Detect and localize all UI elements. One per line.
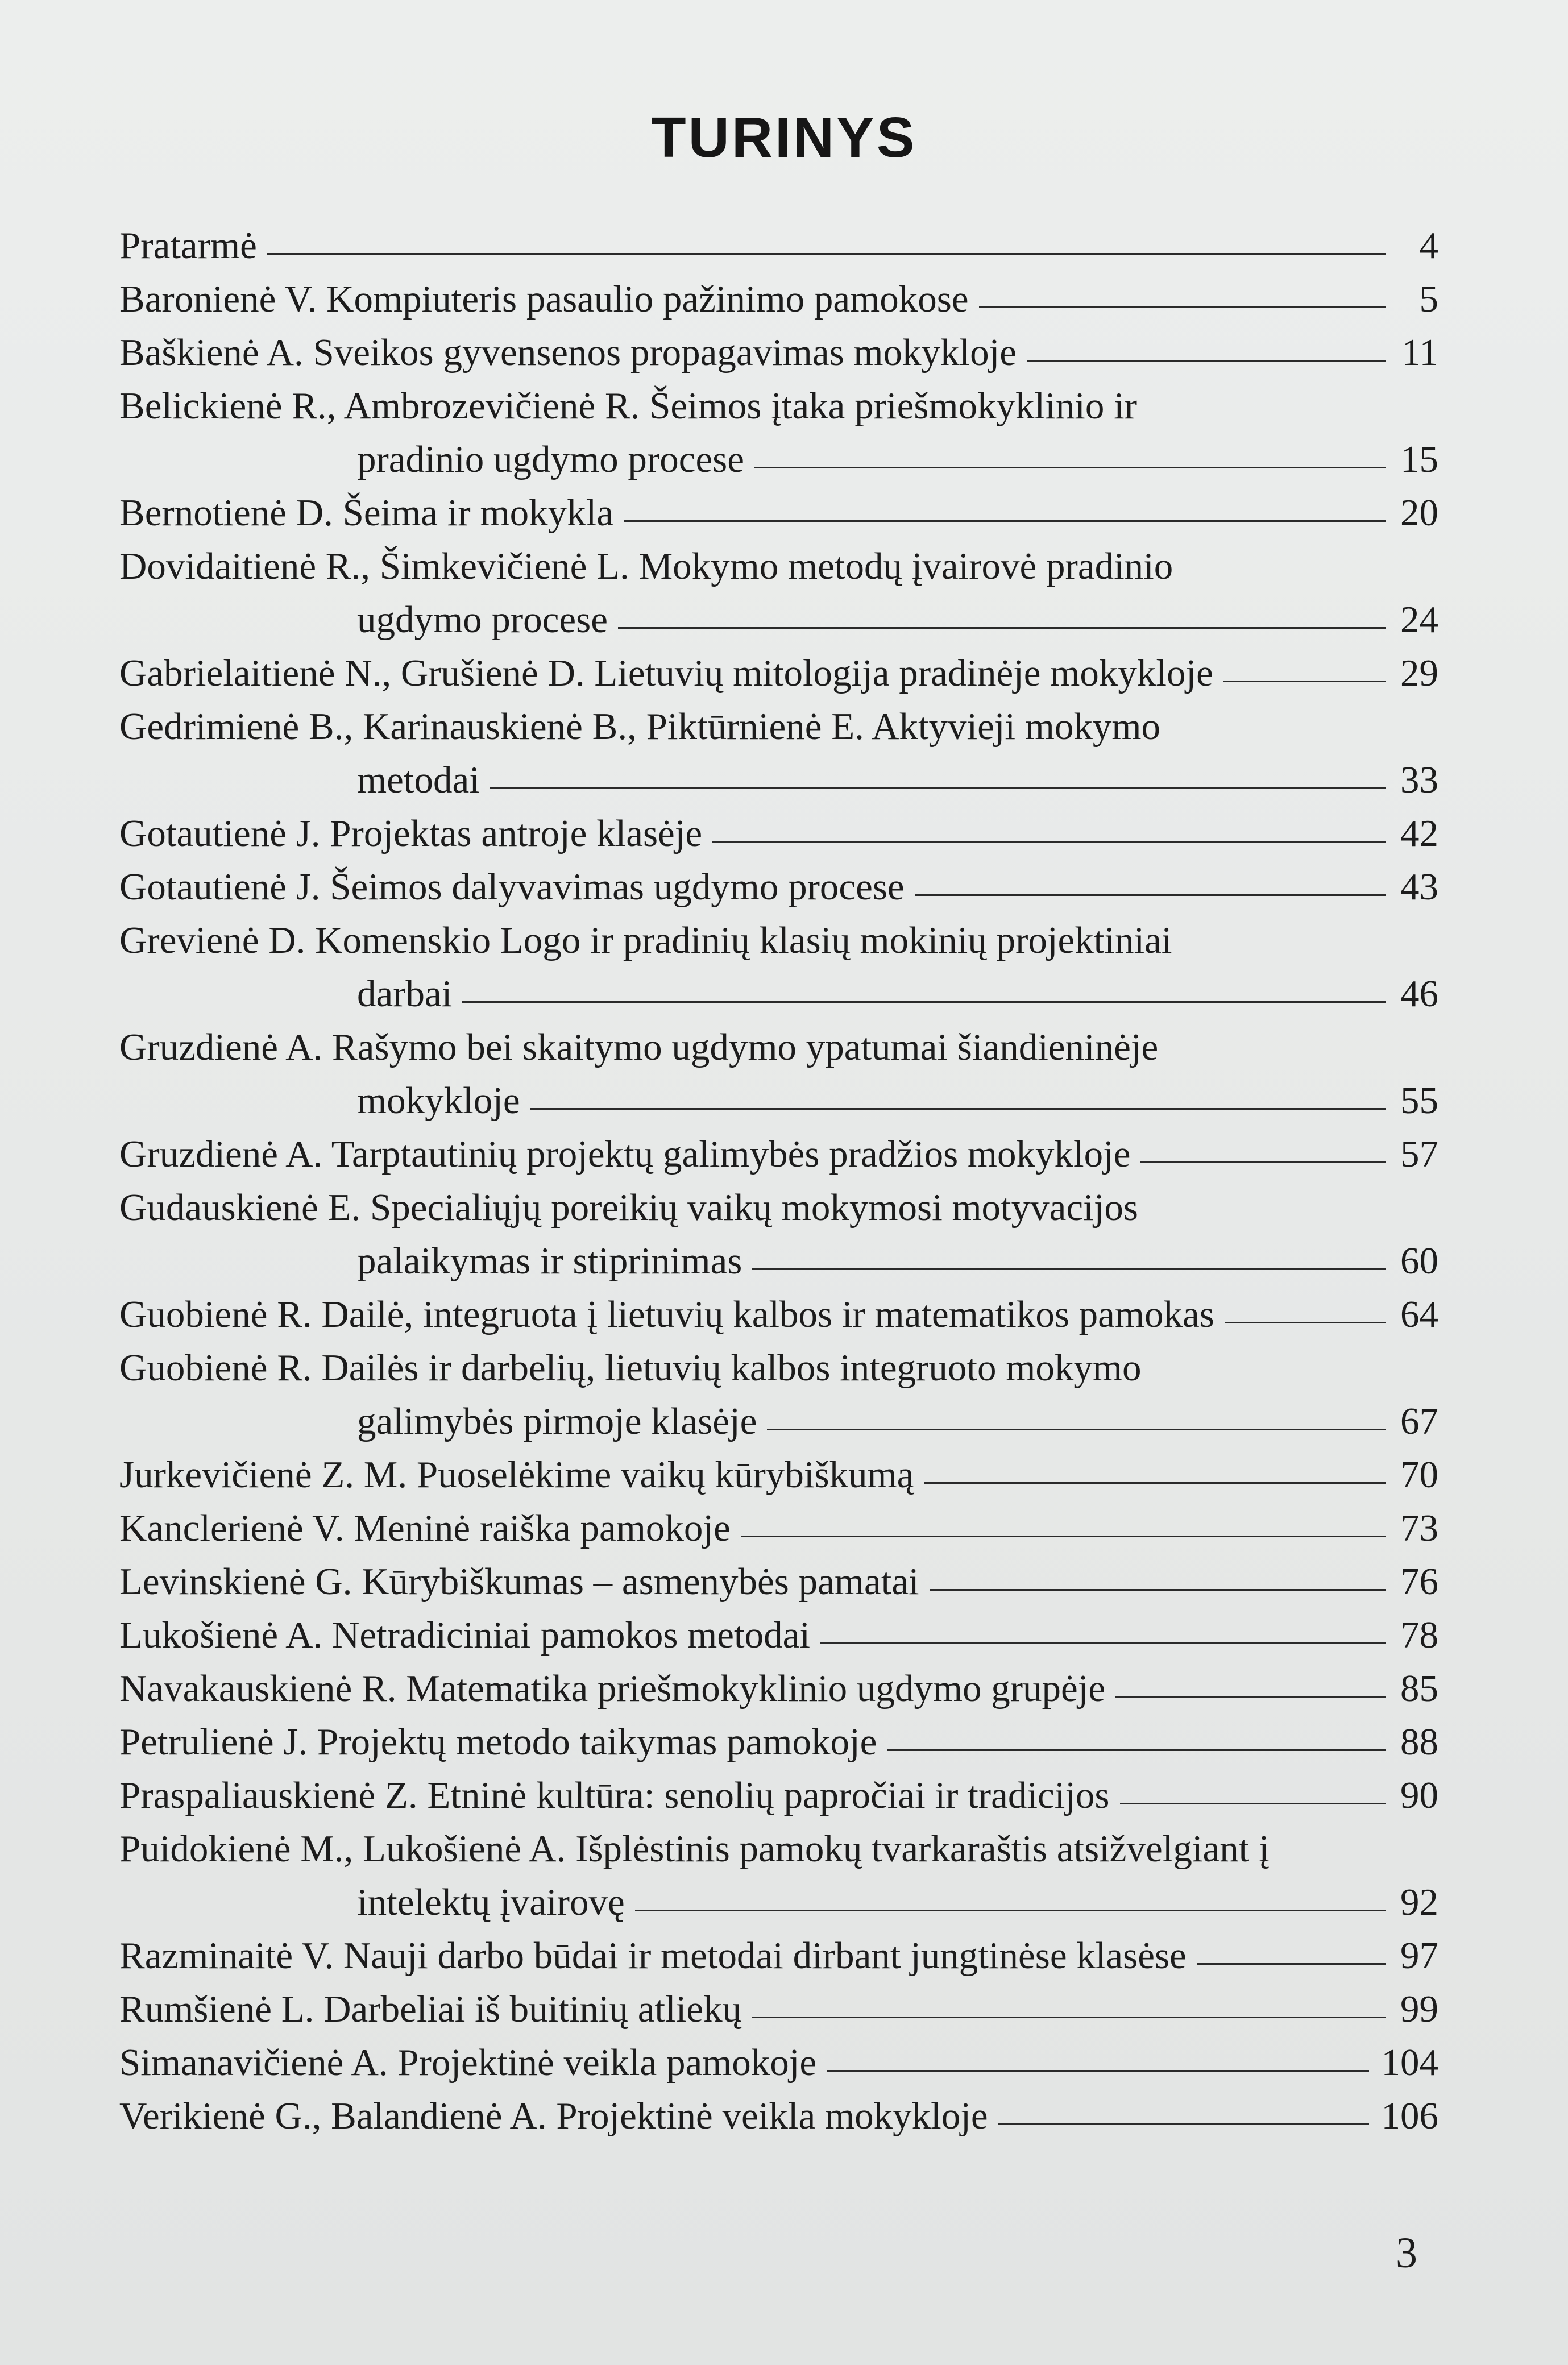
toc-entry — [119, 1662, 1438, 1715]
toc-entry-line — [119, 1020, 1438, 1074]
toc-entry-line — [119, 2089, 1438, 2143]
toc-entry — [119, 1448, 1438, 1501]
toc-entry-title: Praspaliauskienė Z. Etninė kultūra: senolių papročiai ir tradicijos — [119, 1774, 1110, 1816]
toc-entry — [119, 2089, 1438, 2143]
toc-entry-line — [119, 1288, 1438, 1341]
toc-leader-line — [915, 894, 1386, 896]
toc-entry-line — [119, 219, 1438, 272]
toc-leader-line — [624, 520, 1386, 522]
toc-page-number: 60 — [1400, 1240, 1438, 1282]
toc-entry-title: Puidokienė M., Lukošienė A. Išplėstinis pamokų tvarkaraštis atsižvelgiant į — [119, 1828, 1270, 1870]
toc-entry-line — [119, 1769, 1438, 1822]
toc-entry-title: Simanavičienė A. Projektinė veikla pamokoje — [119, 2042, 817, 2084]
toc-entry-title: Gruzdienė A. Tarptautinių projektų galimybės pradžios mokykloje — [119, 1133, 1131, 1175]
toc-leader-line — [741, 1536, 1386, 1537]
toc-entry — [119, 1501, 1438, 1555]
toc-page-number: 24 — [1400, 599, 1438, 641]
toc-entry — [119, 1608, 1438, 1662]
page-title: TURINYS — [651, 106, 917, 169]
toc-leader-line — [635, 1910, 1386, 1911]
toc-leader-line — [1027, 360, 1386, 362]
toc-entry-line — [119, 1982, 1438, 2036]
toc-entry-title: Jurkevičienė Z. M. Puoselėkime vaikų kūrybiškumą — [119, 1454, 914, 1496]
toc-leader-line — [752, 1268, 1386, 1270]
toc-entry — [119, 326, 1438, 379]
toc-leader-line — [924, 1482, 1386, 1484]
toc-entry-line — [119, 1715, 1438, 1769]
toc-entry-title: ugdymo procese — [357, 599, 608, 641]
toc-entry-title: Dovidaitienė R., Šimkevičienė L. Mokymo metodų įvairovė pradinio — [119, 545, 1173, 587]
toc-entry — [119, 1929, 1438, 1982]
toc-entry-line — [119, 1608, 1438, 1662]
toc-leader-line — [827, 2070, 1368, 2072]
toc-entry-continuation — [119, 433, 1438, 486]
toc-entry — [119, 1982, 1438, 2036]
toc-leader-line — [754, 467, 1386, 468]
toc-page-number: 104 — [1381, 2042, 1438, 2084]
toc-leader-line — [1197, 1963, 1386, 1965]
toc-entry-continuation — [119, 1234, 1438, 1288]
toc-entry-title: Gedrimienė B., Karinauskienė B., Piktūrnienė E. Aktyvieji mokymo — [119, 706, 1161, 748]
toc-page-number: 64 — [1400, 1293, 1438, 1335]
toc-entry-line — [119, 1555, 1438, 1608]
toc-entry — [119, 1715, 1438, 1769]
toc-page-number: 70 — [1400, 1454, 1438, 1496]
toc-entry-line — [119, 1929, 1438, 1982]
toc-entry-line — [119, 1501, 1438, 1555]
toc-entry — [119, 1020, 1438, 1127]
toc-page-number: 85 — [1400, 1667, 1438, 1710]
toc-leader-line — [820, 1642, 1386, 1644]
toc-entry-title: galimybės pirmoje klasėje — [357, 1400, 757, 1442]
toc-page-number: 97 — [1400, 1935, 1438, 1977]
toc-entry — [119, 486, 1438, 540]
toc-page-number: 20 — [1400, 492, 1438, 534]
toc-entry-line — [119, 540, 1438, 593]
toc-leader-line — [530, 1108, 1386, 1110]
table-of-contents — [119, 219, 1438, 2143]
toc-entry-title: Gotautienė J. Šeimos dalyvavimas ugdymo procese — [119, 866, 905, 908]
toc-entry-line — [119, 1341, 1438, 1395]
toc-entry-title: Navakauskienė R. Matematika priešmokyklinio ugdymo grupėje — [119, 1667, 1106, 1710]
toc-page-number: 90 — [1400, 1774, 1438, 1816]
toc-entry-line — [119, 486, 1438, 540]
toc-entry-title: Baškienė A. Sveikos gyvensenos propagavimas mokykloje — [119, 331, 1017, 374]
toc-leader-line — [462, 1001, 1386, 1003]
toc-entry — [119, 219, 1438, 272]
toc-entry-line — [119, 1127, 1438, 1181]
toc-page-number: 15 — [1400, 438, 1438, 480]
toc-entry-continuation — [119, 1074, 1438, 1127]
toc-page-number: 33 — [1400, 759, 1438, 801]
toc-entry-title: Kanclerienė V. Meninė raiška pamokoje — [119, 1507, 731, 1549]
toc-page-number: 92 — [1400, 1881, 1438, 1923]
toc-entry-line — [119, 860, 1438, 914]
toc-entry-title: Baronienė V. Kompiuteris pasaulio pažinimo pamokose — [119, 278, 969, 320]
toc-page-number: 11 — [1401, 331, 1438, 374]
toc-entry-title: Levinskienė G. Kūrybiškumas – asmenybės pamatai — [119, 1561, 919, 1603]
toc-entry — [119, 1822, 1438, 1929]
toc-entry-line — [119, 2036, 1438, 2089]
toc-page-number: 4 — [1419, 225, 1438, 267]
toc-entry — [119, 379, 1438, 486]
toc-page-number: 67 — [1400, 1400, 1438, 1442]
toc-page-number: 5 — [1419, 278, 1438, 320]
toc-entry — [119, 646, 1438, 700]
toc-entry-title: Gotautienė J. Projektas antroje klasėje — [119, 812, 703, 854]
toc-entry-line — [119, 379, 1438, 433]
toc-entry-title: Guobienė R. Dailė, integruota į lietuvių kalbos ir matematikos pamokas — [119, 1293, 1214, 1335]
toc-entry-line — [119, 700, 1438, 753]
toc-page-number: 42 — [1400, 812, 1438, 854]
toc-leader-line — [1223, 681, 1386, 682]
toc-leader-line — [618, 627, 1386, 629]
toc-page-number: 46 — [1400, 973, 1438, 1015]
page-number: 3 — [1396, 2229, 1417, 2277]
toc-entry-line — [119, 1448, 1438, 1501]
toc-entry-line — [119, 646, 1438, 700]
toc-entry — [119, 2036, 1438, 2089]
toc-entry — [119, 1288, 1438, 1341]
toc-entry — [119, 1181, 1438, 1288]
toc-entry-title: Grevienė D. Komenskio Logo ir pradinių klasių mokinių projektiniai — [119, 919, 1172, 961]
toc-entry — [119, 1555, 1438, 1608]
toc-leader-line — [979, 306, 1386, 308]
toc-page-number: 76 — [1400, 1561, 1438, 1603]
toc-page-number: 99 — [1400, 1988, 1438, 2030]
toc-entry-continuation — [119, 593, 1438, 646]
toc-entry-title: mokykloje — [357, 1080, 520, 1122]
toc-page-number: 55 — [1400, 1080, 1438, 1122]
toc-page-number: 106 — [1381, 2095, 1438, 2137]
toc-entry-title: Lukošienė A. Netradiciniai pamokos metodai — [119, 1614, 810, 1656]
toc-entry — [119, 860, 1438, 914]
toc-leader-line — [1115, 1696, 1386, 1698]
toc-entry-line — [119, 914, 1438, 967]
toc-entry-title: Bernotienė D. Šeima ir mokykla — [119, 492, 613, 534]
toc-entry-title: intelektų įvairovę — [357, 1881, 625, 1923]
toc-entry — [119, 700, 1438, 807]
toc-leader-line — [767, 1429, 1386, 1430]
toc-entry — [119, 807, 1438, 860]
toc-leader-line — [930, 1589, 1386, 1591]
toc-leader-line — [1140, 1161, 1386, 1163]
toc-entry-title: Gruzdienė A. Rašymo bei skaitymo ugdymo ypatumai šiandieninėje — [119, 1026, 1159, 1068]
toc-leader-line — [1120, 1803, 1386, 1804]
toc-page-number: 88 — [1400, 1721, 1438, 1763]
toc-entry — [119, 1769, 1438, 1822]
toc-leader-line — [998, 2123, 1369, 2125]
toc-entry-continuation — [119, 753, 1438, 807]
toc-entry-title: Gudauskienė E. Specialiųjų poreikių vaikų mokymosi motyvacijos — [119, 1186, 1138, 1229]
toc-entry-line — [119, 1181, 1438, 1234]
toc-page-number: 57 — [1400, 1133, 1438, 1175]
toc-page-number: 43 — [1400, 866, 1438, 908]
toc-entry-line — [119, 1662, 1438, 1715]
toc-leader-line — [887, 1749, 1386, 1751]
toc-entry-title: pradinio ugdymo procese — [357, 438, 744, 480]
toc-entry-line — [119, 1822, 1438, 1876]
toc-entry-title: darbai — [357, 973, 453, 1015]
toc-entry-title: palaikymas ir stiprinimas — [357, 1240, 742, 1282]
toc-leader-line — [712, 841, 1386, 843]
toc-leader-line — [752, 2017, 1386, 2018]
toc-entry-line — [119, 326, 1438, 379]
toc-entry — [119, 1341, 1438, 1448]
toc-entry — [119, 272, 1438, 326]
toc-entry-title: metodai — [357, 759, 480, 801]
toc-entry-title: Belickienė R., Ambrozevičienė R. Šeimos įtaka priešmokyklinio ir — [119, 385, 1138, 427]
toc-page-number: 78 — [1400, 1614, 1438, 1656]
toc-entry-continuation — [119, 967, 1438, 1020]
toc-entry-title: Verikienė G., Balandienė A. Projektinė veikla mokykloje — [119, 2095, 988, 2137]
toc-entry-title: Guobienė R. Dailės ir darbelių, lietuvių kalbos integruoto mokymo — [119, 1347, 1142, 1389]
toc-entry — [119, 914, 1438, 1020]
toc-leader-line — [490, 787, 1386, 789]
toc-leader-line — [1225, 1322, 1386, 1323]
toc-entry-title: Gabrielaitienė N., Grušienė D. Lietuvių mitologija pradinėje mokykloje — [119, 652, 1213, 694]
toc-page-number: 29 — [1400, 652, 1438, 694]
toc-entry — [119, 1127, 1438, 1181]
toc-page-number: 73 — [1400, 1507, 1438, 1549]
toc-entry — [119, 540, 1438, 646]
toc-entry-title: Petrulienė J. Projektų metodo taikymas pamokoje — [119, 1721, 877, 1763]
toc-entry-line — [119, 272, 1438, 326]
toc-entry-title: Razminaitė V. Nauji darbo būdai ir metodai dirbant jungtinėse klasėse — [119, 1935, 1187, 1977]
toc-entry-continuation — [119, 1395, 1438, 1448]
toc-entry-title: Rumšienė L. Darbeliai iš buitinių atliekų — [119, 1988, 742, 2030]
toc-entry-title: Pratarmė — [119, 225, 257, 267]
toc-entry-line — [119, 807, 1438, 860]
toc-leader-line — [267, 253, 1386, 255]
toc-entry-continuation — [119, 1876, 1438, 1929]
